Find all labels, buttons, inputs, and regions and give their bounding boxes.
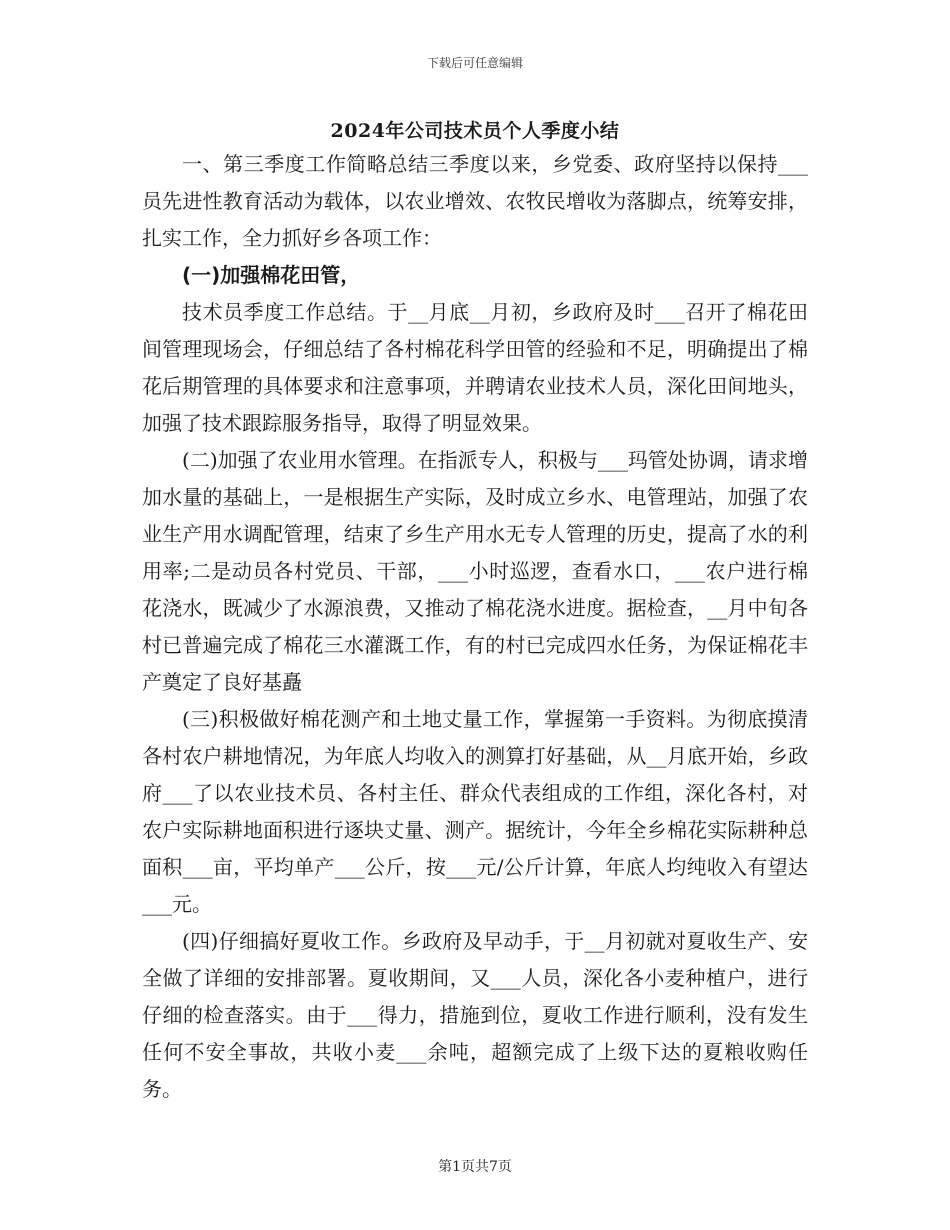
document-title: 2024年公司技术员个人季度小结 bbox=[330, 120, 620, 142]
header-note: 下载后可任意编辑 bbox=[426, 56, 523, 70]
paragraph-cotton-survey: (三)积极做好棉花测产和土地丈量工作，掌握第一手资料。为彻底摸清各村农户耕地情况，为年底人均收入的测算打好基础，从__月底开始，乡政府___了以农业技术员、各村主任、群众代表组成的工作组，深化各村，对农户实际耕地面积进行逐块丈量、测产。据统计，今年全乡棉花实际耕种总面积___亩，平均单产___公斤，按___元/公斤计算，年底人均纯收入有望达___元。 bbox=[142, 707, 808, 916]
paragraph-summer-harvest: (四)仔细搞好夏收工作。乡政府及早动手，于__月初就对夏收生产、安全做了详细的安排部署。夏收期间，又___人员，深化各小麦种植户，进行仔细的检查落实。由于___得力，措施到位，夏收工作进行顺利，没有发生任何不安全事故，共收小麦___余吨，超额完成了上级下达的夏粮收购任务。 bbox=[142, 929, 808, 1101]
paragraph-water-management: (二)加强了农业用水管理。在指派专人，积极与___玛管处协调，请求增加水量的基础上，一是根据生产实际，及时成立乡水、电管理站，加强了农业生产用水调配管理，结束了乡生产用水无专人管理的历史，提高了水的利用率;二是动员各村党员、干部，___小时巡逻，查看水口，___农户进行棉花浇水，既减少了水源浪费，又推动了棉花浇水进度。据检查，__月中旬各村已普遍完成了棉花三水灌溉工作，有的村已完成四水任务，为保证棉花丰产奠定了良好基矗 bbox=[142, 448, 808, 694]
paragraph-cotton-field-management: 技术员季度工作总结。于__月底__月初，乡政府及时___召开了棉花田间管理现场会，仔细总结了各村棉花科学田管的经验和不足，明确提出了棉花后期管理的具体要求和注意事项，并聘请农业技术人员，深化田间地头，加强了技术跟踪服务指导，取得了明显效果。 bbox=[142, 300, 808, 435]
page-number: 第1页共7页 bbox=[438, 1159, 512, 1175]
document-body bbox=[142, 146, 808, 1108]
subheading-cotton-field-management: (一)加强棉花田管， bbox=[182, 263, 361, 287]
paragraph-intro: 一、第三季度工作简略总结三季度以来，乡党委、政府坚持以保持___员先进性教育活动为载体，以农业增效、农牧民增收为落脚点，统筹安排，扎实工作，全力抓好乡各项工作： bbox=[142, 152, 808, 250]
